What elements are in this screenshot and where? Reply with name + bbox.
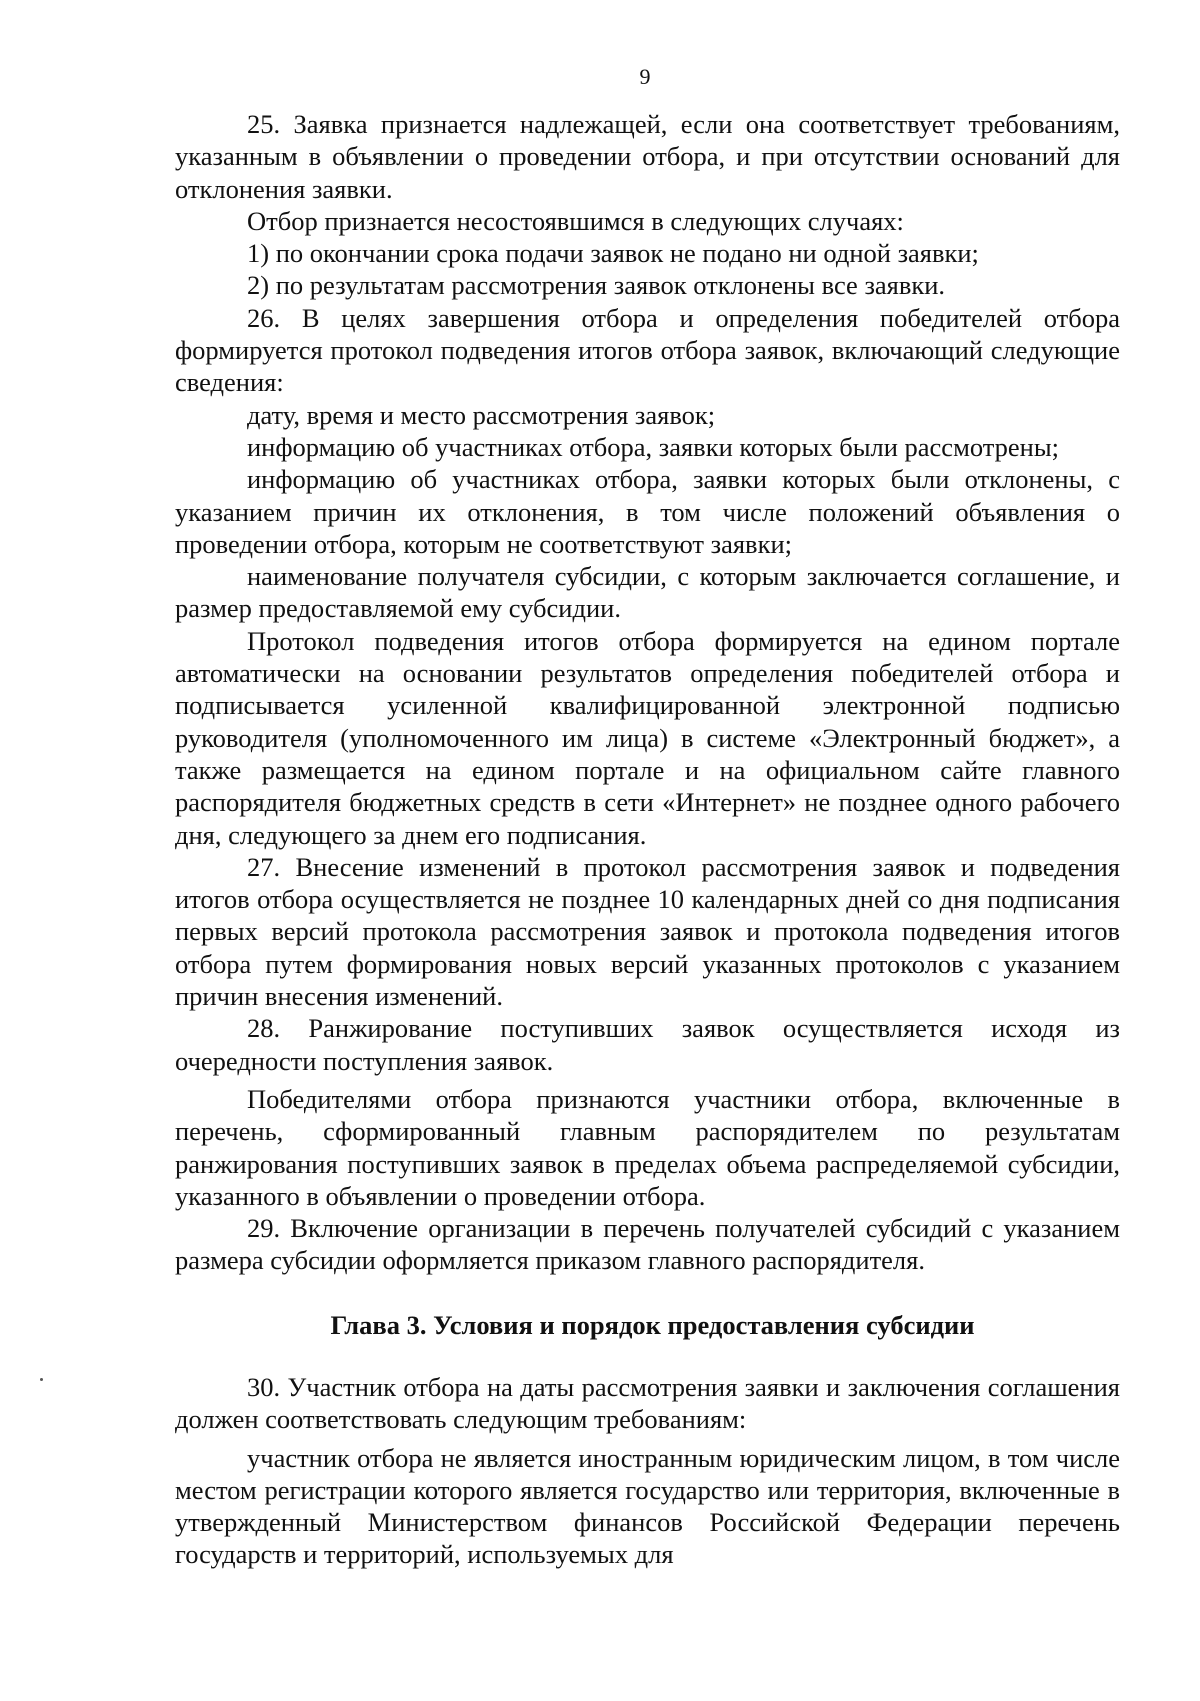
paragraph-26-item-2: информацию об участниках отбора, заявки которых были рассмотрены; (247, 431, 1060, 462)
paragraph-26-item-3: информацию об участниках отбора, заявки которых были отклонены, с указанием причин их отклонения, в том числе положений объявления о проведении отбора, которым не соответствуют заявки; (175, 464, 1120, 559)
paragraph-26-item-4: наименование получателя субсидии, с которым заключается соглашение, и размер предоставляемой ему субсидии. (175, 561, 1120, 624)
document-body (175, 108, 1120, 1571)
paragraph-26-item-1: дату, время и место рассмотрения заявок; (247, 399, 716, 430)
paragraph-30: 30. Участник отбора на даты рассмотрения заявки и заключения соглашения должен соответствовать следующим требованиям: (175, 1371, 1120, 1435)
paragraph-25: 25. Заявка признается надлежащей, если она соответствует требованиям, указанным в объявлении о проведении отбора, и при отсутствии оснований для отклонения заявки. (175, 109, 1120, 204)
scan-artifact-dot (40, 1378, 43, 1381)
paragraph-25-fail-item-2: 2) по результатам рассмотрения заявок отклонены все заявки. (247, 270, 946, 301)
page-number: 9 (639, 64, 651, 89)
paragraph-25-fail-item-1: 1) по окончании срока подачи заявок не подано ни одной заявки; (247, 238, 979, 269)
paragraph-27: 27. Внесение изменений в протокол рассмотрения заявок и подведения итогов отбора осуществляется не позднее 10 календарных дней со дня подписания первых версий протокола рассмотрения заявок и протокола подведения итогов отбора путем формирования новых версий указанных протоколов с указанием причин внесения изменений. (175, 851, 1120, 1012)
paragraph-29: 29. Включение организации в перечень получателей субсидий с указанием размера субсидии оформляется приказом главного распорядителя. (175, 1213, 1120, 1276)
paragraph-26: 26. В целях завершения отбора и определения победителей отбора формируется протокол подведения итогов отбора заявок, включающий следующие сведения: (175, 302, 1120, 398)
paragraph-28-winners: Победителями отбора признаются участники отбора, включенные в перечень, сформированный главным распорядителем по результатам ранжирования поступивших заявок в пределах объема распределяемой субсидии, указанного в объявлении о проведении отбора. (175, 1083, 1120, 1211)
paragraph-30-requirement-1: участник отбора не является иностранным юридическим лицом, в том числе местом регистрации которого является государство или территория, включенные в утвержденный Министерством финансов Российской Федерации перечень государств и территорий, используемых для (175, 1442, 1120, 1570)
chapter-3-heading: Глава 3. Условия и порядок предоставления субсидии (330, 1309, 975, 1340)
paragraph-25-fail-intro: Отбор признается несостоявшимся в следующих случаях: (247, 205, 904, 236)
paragraph-28: 28. Ранжирование поступивших заявок осуществляется исходя из очередности поступления заявок. (175, 1013, 1120, 1076)
paragraph-26-protocol: Протокол подведения итогов отбора формируется на едином портале автоматически на основании результатов определения победителей отбора и подписывается усиленной квалифицированной электронной подписью руководителя (уполномоченного им лица) в системе «Электронный бюджет», а также размещается на едином портале и на официальном сайте главного распорядителя бюджетных средств в сети «Интернет» не позднее одного рабочего дня, следующего за днем его подписания. (175, 625, 1120, 850)
